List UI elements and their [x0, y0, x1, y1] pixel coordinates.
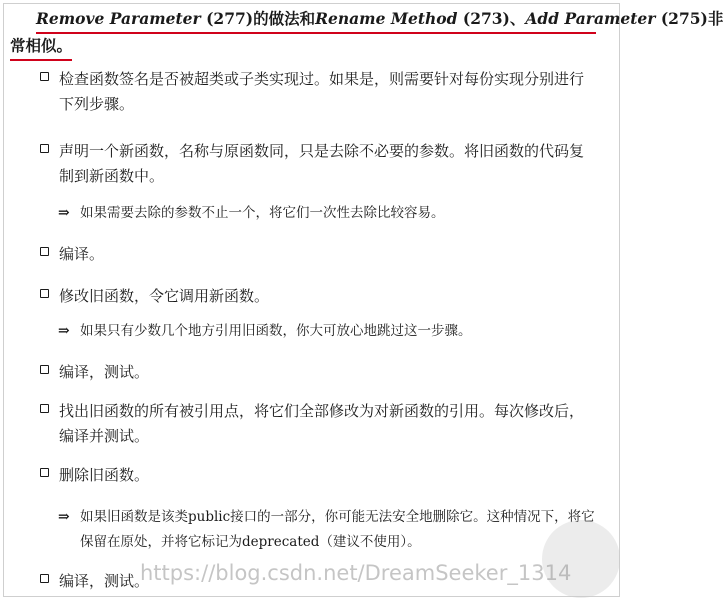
checkbox-bullet-icon	[40, 574, 49, 583]
watermark-url: https://blog.csdn.net/DreamSeeker_1314	[140, 561, 572, 585]
step-text: 声明一个新函数，名称与原函数同，只是去除不必要的参数。将旧函数的代码复制到新函数中。	[59, 142, 585, 185]
double-arrow-icon: ⇒	[58, 205, 70, 221]
intro-connector: 的做法和	[253, 9, 316, 28]
checkbox-bullet-icon	[40, 72, 49, 81]
step-text: 编译。	[59, 245, 105, 263]
checkbox-bullet-icon	[40, 365, 49, 374]
step-text: 检查函数签名是否被超类或子类实现过。如果是，则需要针对每份实现分别进行下列步骤。	[59, 70, 585, 113]
note-item	[58, 505, 598, 555]
checkbox-bullet-icon	[40, 247, 49, 256]
list-item	[40, 139, 596, 189]
checkbox-bullet-icon	[40, 404, 49, 413]
step-text: 删除旧函数。	[59, 466, 150, 484]
note-item	[58, 201, 598, 226]
checkbox-bullet-icon	[40, 468, 49, 477]
intro-tail: 非	[707, 9, 723, 28]
double-arrow-icon: ⇒	[58, 323, 70, 339]
list-item	[40, 67, 596, 117]
step-text: 修改旧函数，令它调用新函数。	[59, 287, 270, 305]
intro-line-2: 常相似。	[10, 34, 72, 61]
checkbox-bullet-icon	[40, 144, 49, 153]
method-name-remove-parameter: Remove Parameter	[36, 9, 201, 28]
step-text: 编译，测试。	[59, 572, 150, 590]
list-item	[40, 399, 596, 449]
list-item	[40, 360, 596, 385]
note-item	[58, 319, 598, 344]
method-name-rename-method: Rename Method	[315, 9, 458, 28]
intro-separator: 、	[509, 9, 526, 28]
double-arrow-icon: ⇒	[58, 509, 70, 525]
watermark-logo-icon	[542, 520, 620, 598]
list-item	[40, 242, 596, 267]
checkbox-bullet-icon	[40, 289, 49, 298]
note-text: 如果旧函数是该类public接口的一部分，你可能无法安全地删除它。这种情况下，将它保留在原处，并将它标记为deprecated（建议不使用）。	[80, 509, 595, 550]
note-text: 如果只有少数几个地方引用旧函数，你大可放心地跳过这一步骤。	[80, 323, 472, 339]
method-name-add-parameter: Add Parameter	[525, 9, 656, 28]
list-item	[40, 284, 596, 309]
page-ref-277: (277)	[200, 9, 254, 28]
step-text: 编译，测试。	[59, 363, 150, 381]
page-ref-273: (273)	[457, 9, 510, 28]
page-ref-275: (275)	[655, 9, 708, 28]
list-item	[40, 463, 596, 488]
step-text: 找出旧函数的所有被引用点，将它们全部修改为对新函数的引用。每次修改后，编译并测试。	[59, 402, 585, 445]
note-text: 如果需要去除的参数不止一个，将它们一次性去除比较容易。	[80, 205, 445, 221]
